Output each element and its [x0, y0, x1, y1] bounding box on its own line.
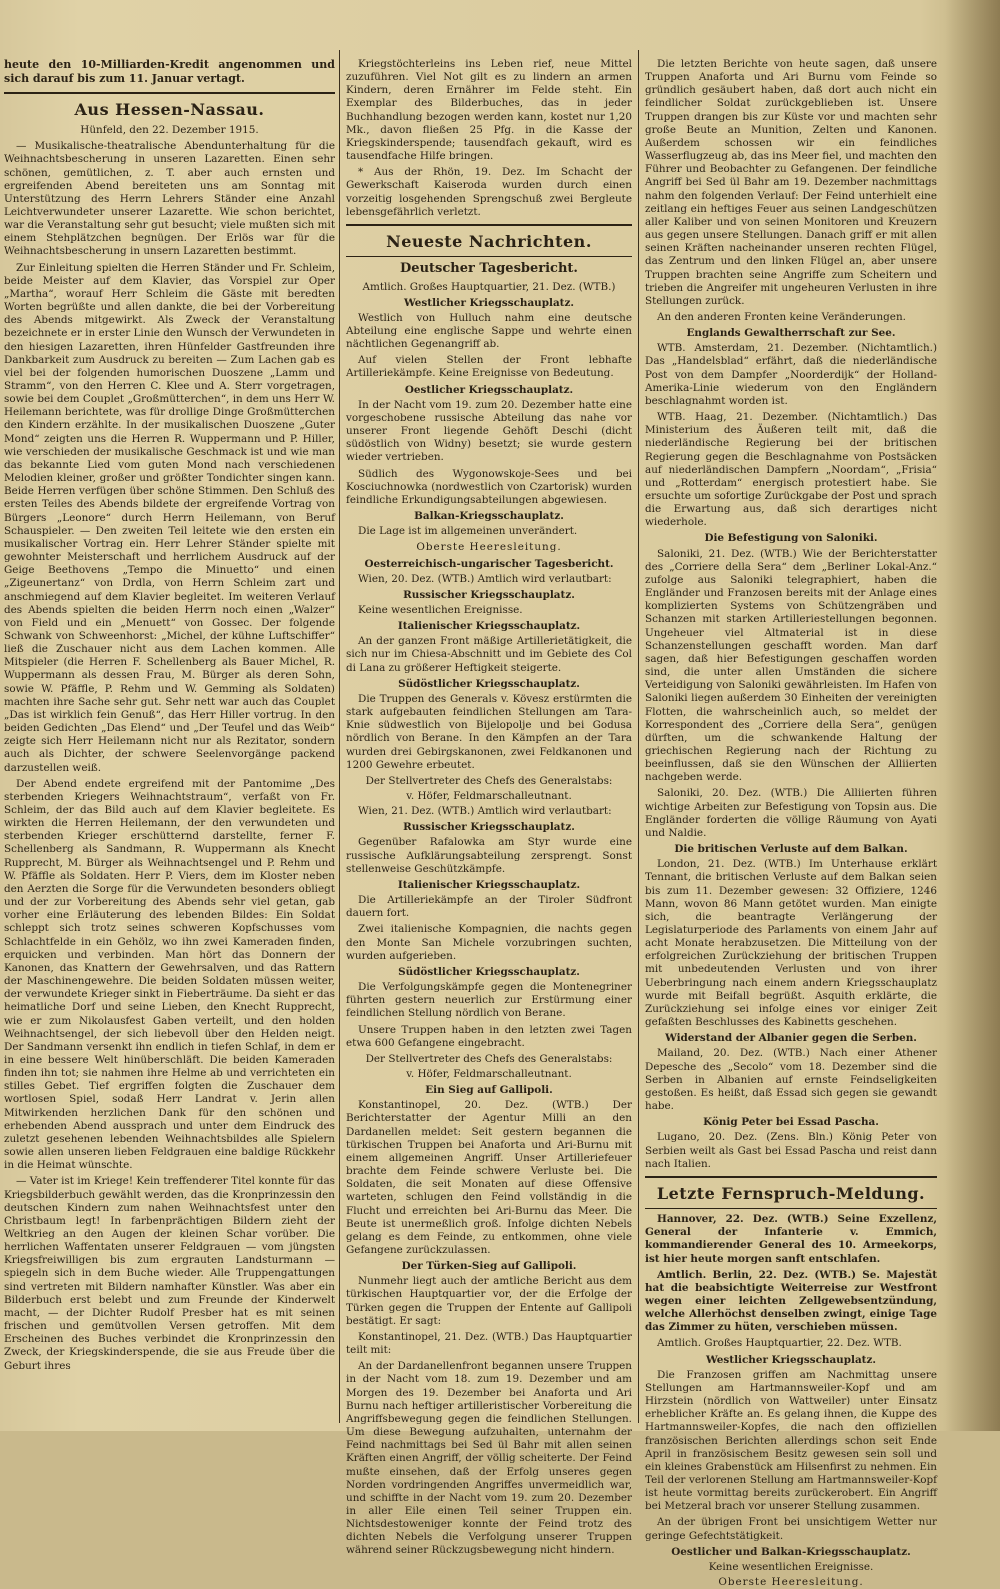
article-paragraph: WTB. Amsterdam, 21. Dezember. (Nichtamtlich.) Das „Handelsblad“ erfährt, daß die niederländische Post von dem Dampfer „Noorderdijk“ der Holland-Amerika-Linie wiederum von den Engländern beschlagnahmt worden ist.: [645, 342, 937, 407]
column-right: [645, 58, 937, 1589]
article-paragraph: Lugano, 20. Dez. (Zens. Bln.) König Peter von Serbien weilt als Gast bei Essad Pascha und reist dann nach Italien.: [645, 1131, 937, 1170]
article-paragraph: WTB. Haag, 21. Dezember. (Nichtamtlich.) Das Ministerium des Äußeren teilt mit, daß die niederländische Regierung bei der britischen Regierung gegen die Beschlagnahme von Postsäcken auf niederländischen Dampfern „Noordam“, „Frisia“ und „Rotterdam“ energisch protestiert habe. Sie ersuchte um sofortige Zurückgabe der Post und sprach die Erwartung aus, daß sich derartiges nicht wiederhole.: [645, 411, 937, 529]
last-news-heading: Letzte Fernspruch-Meldung.: [656, 1183, 926, 1203]
section-heading: Ein Sieg auf Gallipoli.: [425, 1084, 553, 1097]
article-paragraph: Die Franzosen griffen am Nachmittag unsere Stellungen am Hartmannsweiler-Kopf und am Hirzstein (nördlich von Wattweiler) unter Einsatz erheblicher Kräfte an. Es gelang ihnen, die Kuppe des Hartmannsweiler-Kopfes, die nach den offiziellen französischen Berichten allerdings schon seit Ende April in französischem Besitz gewesen sein soll und ein kleines Grabenstück am Hilsenfirst zu nehmen. Ein Teil der verlorenen Stellung am Hartmannsweiler-Kopf ist heute vormittag bereits zurückerobert. Ein Angriff bei Metzeral brach vor unserer Stellung zusammen.: [645, 1368, 937, 1513]
region-heading: Aus Hessen-Nassau.: [74, 99, 265, 119]
signature: Der Stellvertreter des Chefs des Generalstabs:: [365, 774, 613, 787]
divider: [645, 1176, 937, 1178]
article-paragraph: Unsere Truppen haben in den letzten zwei Tagen etwa 600 Gefangene eingebracht.: [346, 1023, 632, 1049]
article-paragraph: Südlich des Wygonowskoje-Sees und bei Kosciuchnowka (nordwestlich von Czartorisk) wurden feindliche Erkundigungsabteilungen abgewiesen.: [346, 467, 632, 506]
news-heading: Neueste Nachrichten.: [386, 231, 592, 251]
article-paragraph: Gegenüber Rafalowka am Styr wurde eine russische Aufklärungsabteilung zersprengt. Sonst stellenweise Geschützkämpfe.: [346, 836, 632, 875]
signature: Oberste Heeresleitung.: [718, 1576, 864, 1589]
section-heading: Westlicher Kriegsschauplatz.: [705, 1353, 877, 1366]
article-paragraph: Westlich von Hulluch nahm eine deutsche Abteilung eine englische Sappe und wehrte einen nächtlichen Gegenangriff ab.: [346, 311, 632, 351]
section-heading: Russischer Kriegsschauplatz.: [403, 821, 575, 834]
section-heading: König Peter bei Essad Pascha.: [703, 1116, 879, 1129]
article-paragraph: Saloniki, 20. Dez. (WTB.) Die Alliierten führen wichtige Arbeiten zur Befestigung von Topsin aus. Die Engländer forderten die völlige Räumung von Ayati und Naldie.: [645, 787, 937, 839]
article-paragraph: Zur Einleitung spielten die Herren Ständer und Fr. Schleim, beide Meister auf dem Klavier, das Vorspiel zur Oper „Martha“, worauf Herr Schleim die Gäste mit beredten Worten begrüßte und allen dankte, die bei der Vorbereitung des Abends mitgewirkt. Als Zweck der Veranstaltung bezeichnete er in erster Linie den Wunsch der Verwundeten in den hiesigen Lazaretten, ihren Hünfelder Gastfreunden ihre Dankbarkeit zum Ausdruck zu bereiten — Zum Lachen gab es viel bei der folgenden humorischen Duoszene „Lamm und Stramm“, von den Herren C. Klee und A. Sterr vorgetragen, sowie bei dem Couplet „Großmütterchen“, in dem uns Herr W. Heilemann berichtete, was für drollige Dinge Großmütterchen den Kindern erzählte. In der musikalischen Duoszene „Guter Mond“ zeigten uns die Herren R. Wuppermann und P. Hiller, wie verschieden der musikalische Geschmack ist und wie man das bekannte Lied vom guten Mond nach verschiedenen Melodien kleiner, großer und größter Tondichter singen kann. Beide Herren verfügen über schöne Stimmen. Den Schluß des ersten Teiles des Abends bildete der ergreifende Vortrag von Bürgers „Leonore“ durch Herrn Heilemann, von Beruf Schauspieler. — Den zweiten Teil leitete wie den ersten ein musikalischer Vortrag ein. Herr Lehrer Ständer spielte mit gewohnter Meisterschaft und herrlichem Ausdruck auf der Geige Beethovens „Tempo die Minuetto“ und einen „Zigeunertanz“ von Drdla, von Herrn Schleim zart und anschmiegend auf dem Klavier begleitet. Im weiteren Verlauf des Abends spielten die beiden Herrn noch einen „Walzer“ von Field und ein „Menuett“ von Gossec. Der folgende Schwank von Schweenhorst: „Michel, der kühne Luftschiffer“ ließ die Zuschauer nicht aus dem Lachen kommen. Alle Mitspieler (die Herren F. Schellenberg als Bauer Michel, R. Wuppermann als dessen Frau, M. Bürger als deren Sohn, sowie W. Pfäffle, P. Rehm und W. Gemming als Soldaten) machten ihre Sache sehr gut. Sehr nett war auch das Couplet „Das ist wirklich fein Genuß“, das Herr Hiller vortrug. In den beiden Gedichten „Das Elend“ und „Der Teufel und das Weib“ zeigte sich Herr Heilemann nicht nur als Rezitator, sondern auch als Dichter, der schwere Seelenvorgänge packend darzustellen weiß.: [4, 261, 335, 774]
page-edge-shadow: [945, 0, 1000, 1431]
article-paragraph: Die Truppen des Generals v. Kövesz erstürmten die stark aufgebauten feindlichen Stellungen am Tara-Knie südwestlich von Bijelopolje und bei Godusa nördlich von Berane. In den Kämpfen an der Tara wurden drei Gebirgskanonen, zwei Feldkanonen und 1200 Gewehre erbeutet.: [346, 692, 632, 771]
section-heading: Der Türken-Sieg auf Gallipoli.: [401, 1260, 577, 1273]
divider: [346, 256, 632, 257]
article-paragraph: Wien, 20. Dez. (WTB.) Amtlich wird verlautbart:: [358, 572, 612, 585]
article-paragraph: — Musikalische-theatralische Abendunterhaltung für die Weihnachtsbescherung in unseren Lazaretten. Einen sehr schönen, gemütlichen, z. T. aber auch ernsten und ergreifenden Abend bereiteten uns am Sonntag mit Unterstützung des Herrn Lehrers Ständer eine Anzahl Leichtverwundeter unserer Lazarette. Wie schon berichtet, war die Veranstaltung sehr gut besucht; viele mußten sich mit einem Stehplätzchen begnügen. Der Erlös war für die Weihnachtsbescherung in unsern Lazaretten bestimmt.: [4, 140, 335, 258]
article-paragraph: Der Abend endete ergreifend mit der Pantomime „Des sterbenden Kriegers Weihnachtstraum“, verfaßt von Fr. Schleim, der das Bild auch auf dem Klavier begleitete. Es wirkten die Herren Heilemann, der den verwundeten und sterbenden Krieger erschütternd darstellte, ferner F. Schellenberg als Sandmann, R. Wuppermann als Knecht Rupprecht, M. Bürger als Weihnachtsengel und P. Rehm und W. Pfäffle als Soldaten. Herr P. Viers, dem im Kloster neben den Aerzten die Sorge für die Verwundeten besonders obliegt und der zur Vorbereitung des Abends sehr viel getan, gab vorher eine Erläuterung des lebenden Bildes: Ein Soldat schleppt sich trotz seines schweren Kopfschusses vom Schlachtfelde in ein Gehölz, wo ihn zwei Kameraden finden, erquicken und verbinden. Man hört das Donnern der Kanonen, das Knattern der Gewehrsalven, und das Rattern der Maschinengewehre. Die beiden Soldaten müssen weiter, der verwundete Krieger sinkt in Fieberträume. Da sieht er das heimatliche Dorf und seine Lieben, den Knecht Rupprecht, wie er zum Nikolausfest Gaben verteilt, und den holden Weihnachtsengel, der sich liebevoll über den Helden neigt. Der Sandmann versenkt ihn endlich in tiefen Schlaf, in dem er in eine bessere Welt hinüberschläft. Die beiden Kameraden finden ihn tot; sie nahmen ihre Helme ab und verrichteten ein stilles Gebet. Tief ergriffen folgten die Zuschauer dem wortlosen Spiel, sodaß Herr Landrat v. Jerin allen Mitwirkenden herzlichen Dank für den schönen und erhebenden Abend aussprach und unter dem Eindruck des zuletzt gesehenen lebenden Weihnachtsbildes alle Spielern sowie allen unseren lieben Feldgrauen eine baldige Rückkehr in die Heimat wünschte.: [4, 777, 335, 1172]
signature: Der Stellvertreter des Chefs des Generalstabs:: [365, 1052, 613, 1065]
divider: [645, 1208, 937, 1209]
article-paragraph: — Vater ist im Kriege! Kein treffenderer Titel konnte für das Kriegsbilderbuch gewählt werden, das die Kronprinzessin den deutschen Kindern zum nahen Weihnachtsfest unter den Christbaum legt! In farbenprächtigen Bildern zieht der Weltkrieg an den Augen der kleinen Schar vorüber. Die herrlichen Waffentaten unserer Feldgrauen — vom jüngsten Kriegsfreiwilligen bis zum ergrauten Landsturmann — spiegeln sich in dem Buche wieder. Alle Truppengattungen sind vertreten mit Bildern namhafter Künstler. Was aber ein Bilderbuch erst belebt und zum Freunde der Kinderwelt macht, — der Dichter Rudolf Presber hat es mit seinen frischen und gemütvollen Versen getroffen. Mit dem Erscheinen des Buches verbindet die Kronprinzessin den Zweck, der Kriegskinderspende, die sie aus Freude über die Geburt ihres: [4, 1175, 335, 1372]
section-heading: Oestlicher Kriegsschauplatz.: [404, 383, 574, 396]
article-paragraph: An der Dardanellenfront begannen unsere Truppen in der Nacht vom 18. zum 19. Dezember und am Morgen des 19. Dezember bei Anaforta und Ari Burnu nach heftiger artilleristischer Vorbereitung die Angriffsbewegung gegen die feindlichen Stellungen. Um diese Bewegung aufzuhalten, unternahm der Feind nachmittags bei Sed ül Bahr mit allen seinen Kräften einen Angriff, der völlig scheiterte. Der Feind mußte einsehen, daß der Erfolg unseres gegen Norden vordringenden Angriffes unvermeidlich war, und schiffte in der Nacht vom 19. zum 20. Dezember in aller Eile einen Teil seiner Truppen ein. Nichtsdestoweniger konnte der Feind trotz des dichten Nebels die Verfolgung unserer Truppen während seiner Rückzugsbewegung nicht hindern.: [346, 1360, 632, 1557]
article-paragraph: Die Artilleriekämpfe an der Tiroler Südfront dauern fort.: [346, 894, 632, 920]
signature: v. Höfer, Feldmarschalleutnant.: [406, 790, 572, 803]
report-heading: Deutscher Tagesbericht.: [400, 261, 578, 277]
report-dateline: Amtlich. Großes Hauptquartier, 21. Dez. (WTB.): [362, 280, 616, 293]
top-note: heute den 10-Milliarden-Kredit angenommen und sich darauf bis zum 11. Januar vertagt.: [4, 58, 335, 85]
article-paragraph: An den anderen Fronten keine Veränderungen.: [657, 310, 906, 323]
section-heading: Westlicher Kriegsschauplatz.: [403, 296, 575, 309]
column-rule: [339, 50, 340, 1423]
divider: [4, 92, 335, 94]
article-paragraph: Die Verfolgungskämpfe gegen die Montenegriner führten gestern neuerlich zur Erstürmung einer feindlichen Stellung nördlich von Berane.: [346, 981, 632, 1020]
section-heading: Südöstlicher Kriegsschauplatz.: [398, 677, 580, 690]
article-paragraph: Amtlich. Großes Hauptquartier, 22. Dez. WTB.: [657, 1337, 902, 1350]
section-heading: Italienischer Kriegsschauplatz.: [397, 878, 581, 891]
article-paragraph: Wien, 21. Dez. (WTB.) Amtlich wird verlautbart:: [358, 805, 612, 818]
section-heading: Die britischen Verluste auf dem Balkan.: [674, 843, 908, 856]
article-paragraph: Keine wesentlichen Ereignisse.: [358, 603, 523, 616]
section-heading: Die Befestigung von Saloniki.: [704, 532, 878, 545]
section-heading: Südöstlicher Kriegsschauplatz.: [398, 965, 580, 978]
article-paragraph: An der ganzen Front mäßige Artillerietätigkeit, die sich nur im Chiesa-Abschnitt und im Gebiete des Col di Lana zu größerer Heftigkeit steigerte.: [346, 635, 632, 674]
section-heading: Englands Gewaltherrschaft zur See.: [686, 327, 896, 340]
article-paragraph: Konstantinopel, 21. Dez. (WTB.) Das Hauptquartier teilt mit:: [346, 1330, 632, 1357]
article-paragraph: Die letzten Berichte von heute sagen, daß unsere Truppen Anaforta und Ari Burnu vom Feinde so gründlich gesäubert haben, daß dort auch nicht ein feindlicher Soldat zurückgeblieben ist. Unsere Truppen drangen bis zur Küste vor und machten sehr große Beute an Munition, Zelten und Kanonen. Außerdem schossen wir ein feindliches Wasserflugzeug ab, das ins Meer fiel, und machten den Führer und Beobachter zu Gefangenen. Der feindliche Angriff bei Sed ül Bahr am 19. Dezember nachmittags nahm den folgenden Verlauf: Der Feind unterhielt eine zeitlang ein heftiges Feuer aus seinen Landgeschützen aller Kaliber und von seinen Monitoren und Kreuzern aus gegen unsere Stellungen. Danach griff er mit allen seinen Kräften nacheinander unseren rechten Flügel, das Zentrum und den linken Flügel an, aber unsere Truppen brachten seine Angriffe zum Scheitern und trieben die Angreifer mit ungeheuren Verlusten in ihre Stellungen zurück.: [645, 58, 937, 307]
article-paragraph: An der übrigen Front bei unsichtigem Wetter nur geringe Gefechtstätigkeit.: [645, 1516, 937, 1542]
article-paragraph: Konstantinopel, 20. Dez. (WTB.) Der Berichterstatter der Agentur Milli an den Dardanellen meldet: Seit gestern begannen die türkischen Truppen bei Anaforta und Ari-Burnu mit einem allgemeinen Angriff. Unser Artilleriefeuer brachte dem Feinde schwere Verluste bei. Die Soldaten, die seit Monaten auf diese Offensive warteten, schlugen den Feind vollständig in die Flucht und erreichten bei Ari-Burnu das Meer. Die Beute ist unermeßlich groß. Infolge dichten Nebels gelang es dem Feinde, zu entkommen, ohne viele Gefangene zurückzulassen.: [346, 1099, 632, 1257]
signature: Oberste Heeresleitung.: [416, 541, 562, 554]
section-heading: Oesterreichisch-ungarischer Tagesbericht.: [364, 557, 614, 570]
article-paragraph: Amtlich. Berlin, 22. Dez. (WTB.) Se. Majestät hat die beabsichtigte Weiterreise zur Westfront wegen einer leichten Zellgewebsentzündung, welche Allerhöchst denselben zwingt, einige Tage das Zimmer zu hüten, verschieben müssen.: [645, 1268, 937, 1334]
article-paragraph: London, 21. Dez. (WTB.) Im Unterhause erklärt Tennant, die britischen Verluste auf dem Balkan seien bis zum 11. Dezember gewesen: 32 Offiziere, 1246 Mann, wovon 86 Mann getötet wurden. Man einigte sich, die beantragte Verlängerung der Legislaturperiode des Parlaments von einem Jahr auf acht Monate herabzusetzen. Die Mitteilung von der erfolgreichen Zurückziehung der britischen Truppen mit unbedeutenden Verlusten und von ihrer Ueberbringung nach einem andern Kriegsschauplatz wurde mit Beifall begrüßt. Asquith erklärte, die Zurückziehung sei infolge eines vor einiger Zeit gefaßten Beschlusses des Kabinetts geschehen.: [645, 858, 937, 1029]
column-rule: [638, 50, 639, 1423]
article-paragraph: Die Lage ist im allgemeinen unverändert.: [358, 525, 578, 538]
article-paragraph: In der Nacht vom 19. zum 20. Dezember hatte eine vorgeschobene russische Abteilung das nahe vor unserer Front liegende Gehöft Deschi (dicht südöstlich von Widny) besetzt; sie wurde gestern wieder vertrieben.: [346, 398, 632, 464]
dateline: Hünfeld, den 22. Dezember 1915.: [80, 124, 259, 137]
signature: v. Höfer, Feldmarschalleutnant.: [406, 1067, 572, 1080]
column-middle: [346, 58, 632, 1557]
section-heading: Italienischer Kriegsschauplatz.: [397, 620, 581, 633]
column-left: [4, 58, 335, 1417]
article-paragraph: Nunmehr liegt auch der amtliche Bericht aus dem türkischen Hauptquartier vor, der die Erfolge der Türken gegen die Truppen der Entente auf Gallipoli bestätigt. Er sagt:: [346, 1275, 632, 1327]
article-paragraph: Mailand, 20. Dez. (WTB.) Nach einer Athener Depesche des „Secolo“ vom 18. Dezember sind die Serben in Albanien auf ernste Feindseligkeiten gestoßen. Es heißt, daß Essad sich gegen sie gewandt habe.: [645, 1047, 937, 1113]
article-paragraph: Saloniki, 21. Dez. (WTB.) Wie der Berichterstatter des „Corriere della Sera“ dem „Berliner Lokal-Anz.“ zufolge aus Saloniki telegraphiert, haben die Engländer und Franzosen bereits mit der Anlage eines komplizierten Systems von Schützengräben und Schanzen mit starken Artilleriestellungen begonnen. Ungeheuer viel Altmaterial ist in diese Schanzenstellungen geschafft worden. Man darf sagen, daß hier Befestigungen geschaffen worden sind, die unter allen Umständen die sichere Verteidigung von Saloniki gewährleisten. Im Hafen von Saloniki liegen außerdem 30 Einheiten der vereinigten Flotten, die wahrscheinlich auch, so meldet der Korrespondent des „Corriere della Sera“, genügen dürften, um die schwankende Haltung der griechischen Regierung nach der Richtung zu beeinflussen, daß sie den Wünschen der Alliierten nachgeben werde.: [645, 547, 937, 784]
section-heading: Widerstand der Albanier gegen die Serben.: [665, 1032, 917, 1045]
article-paragraph: Keine wesentlichen Ereignisse.: [708, 1560, 874, 1573]
section-heading: Balkan-Kriegsschauplatz.: [414, 510, 564, 523]
article-paragraph: Auf vielen Stellen der Front lebhafte Artilleriekämpfe. Keine Ereignisse von Bedeutung.: [346, 354, 632, 380]
section-heading: Russischer Kriegsschauplatz.: [403, 588, 575, 601]
divider: [346, 224, 632, 226]
article-paragraph: Hannover, 22. Dez. (WTB.) Seine Exzellenz, General der Infanterie v. Emmich, kommandierender General des 10. Armeekorps, ist hier heute morgen sanft entschlafen.: [645, 1213, 937, 1265]
article-paragraph: Zwei italienische Kompagnien, die nachts gegen den Monte San Michele vorzubringen suchten, wurden aufgerieben.: [346, 923, 632, 962]
section-heading: Oestlicher und Balkan-Kriegsschauplatz.: [671, 1545, 911, 1558]
article-paragraph: Kriegstöchterleins ins Leben rief, neue Mittel zuzuführen. Viel Not gilt es zu lindern an armen Kindern, deren Ernährer im Felde steht. Ein Exemplar des Bilderbuches, das in jeder Buchhandlung bezogen werden kann, kostet nur 1,20 Mk., davon fließen 25 Pfg. in die Kasse der Kriegskinderspende; tausendfach gekauft, wird es tausendfache Hilfe bringen.: [346, 58, 632, 163]
article-paragraph: * Aus der Rhön, 19. Dez. Im Schacht der Gewerkschaft Kaiseroda wurden durch einen vorzeitig losgehenden Sprengschuß zwei Bergleute lebensgefährlich verletzt.: [346, 166, 632, 218]
